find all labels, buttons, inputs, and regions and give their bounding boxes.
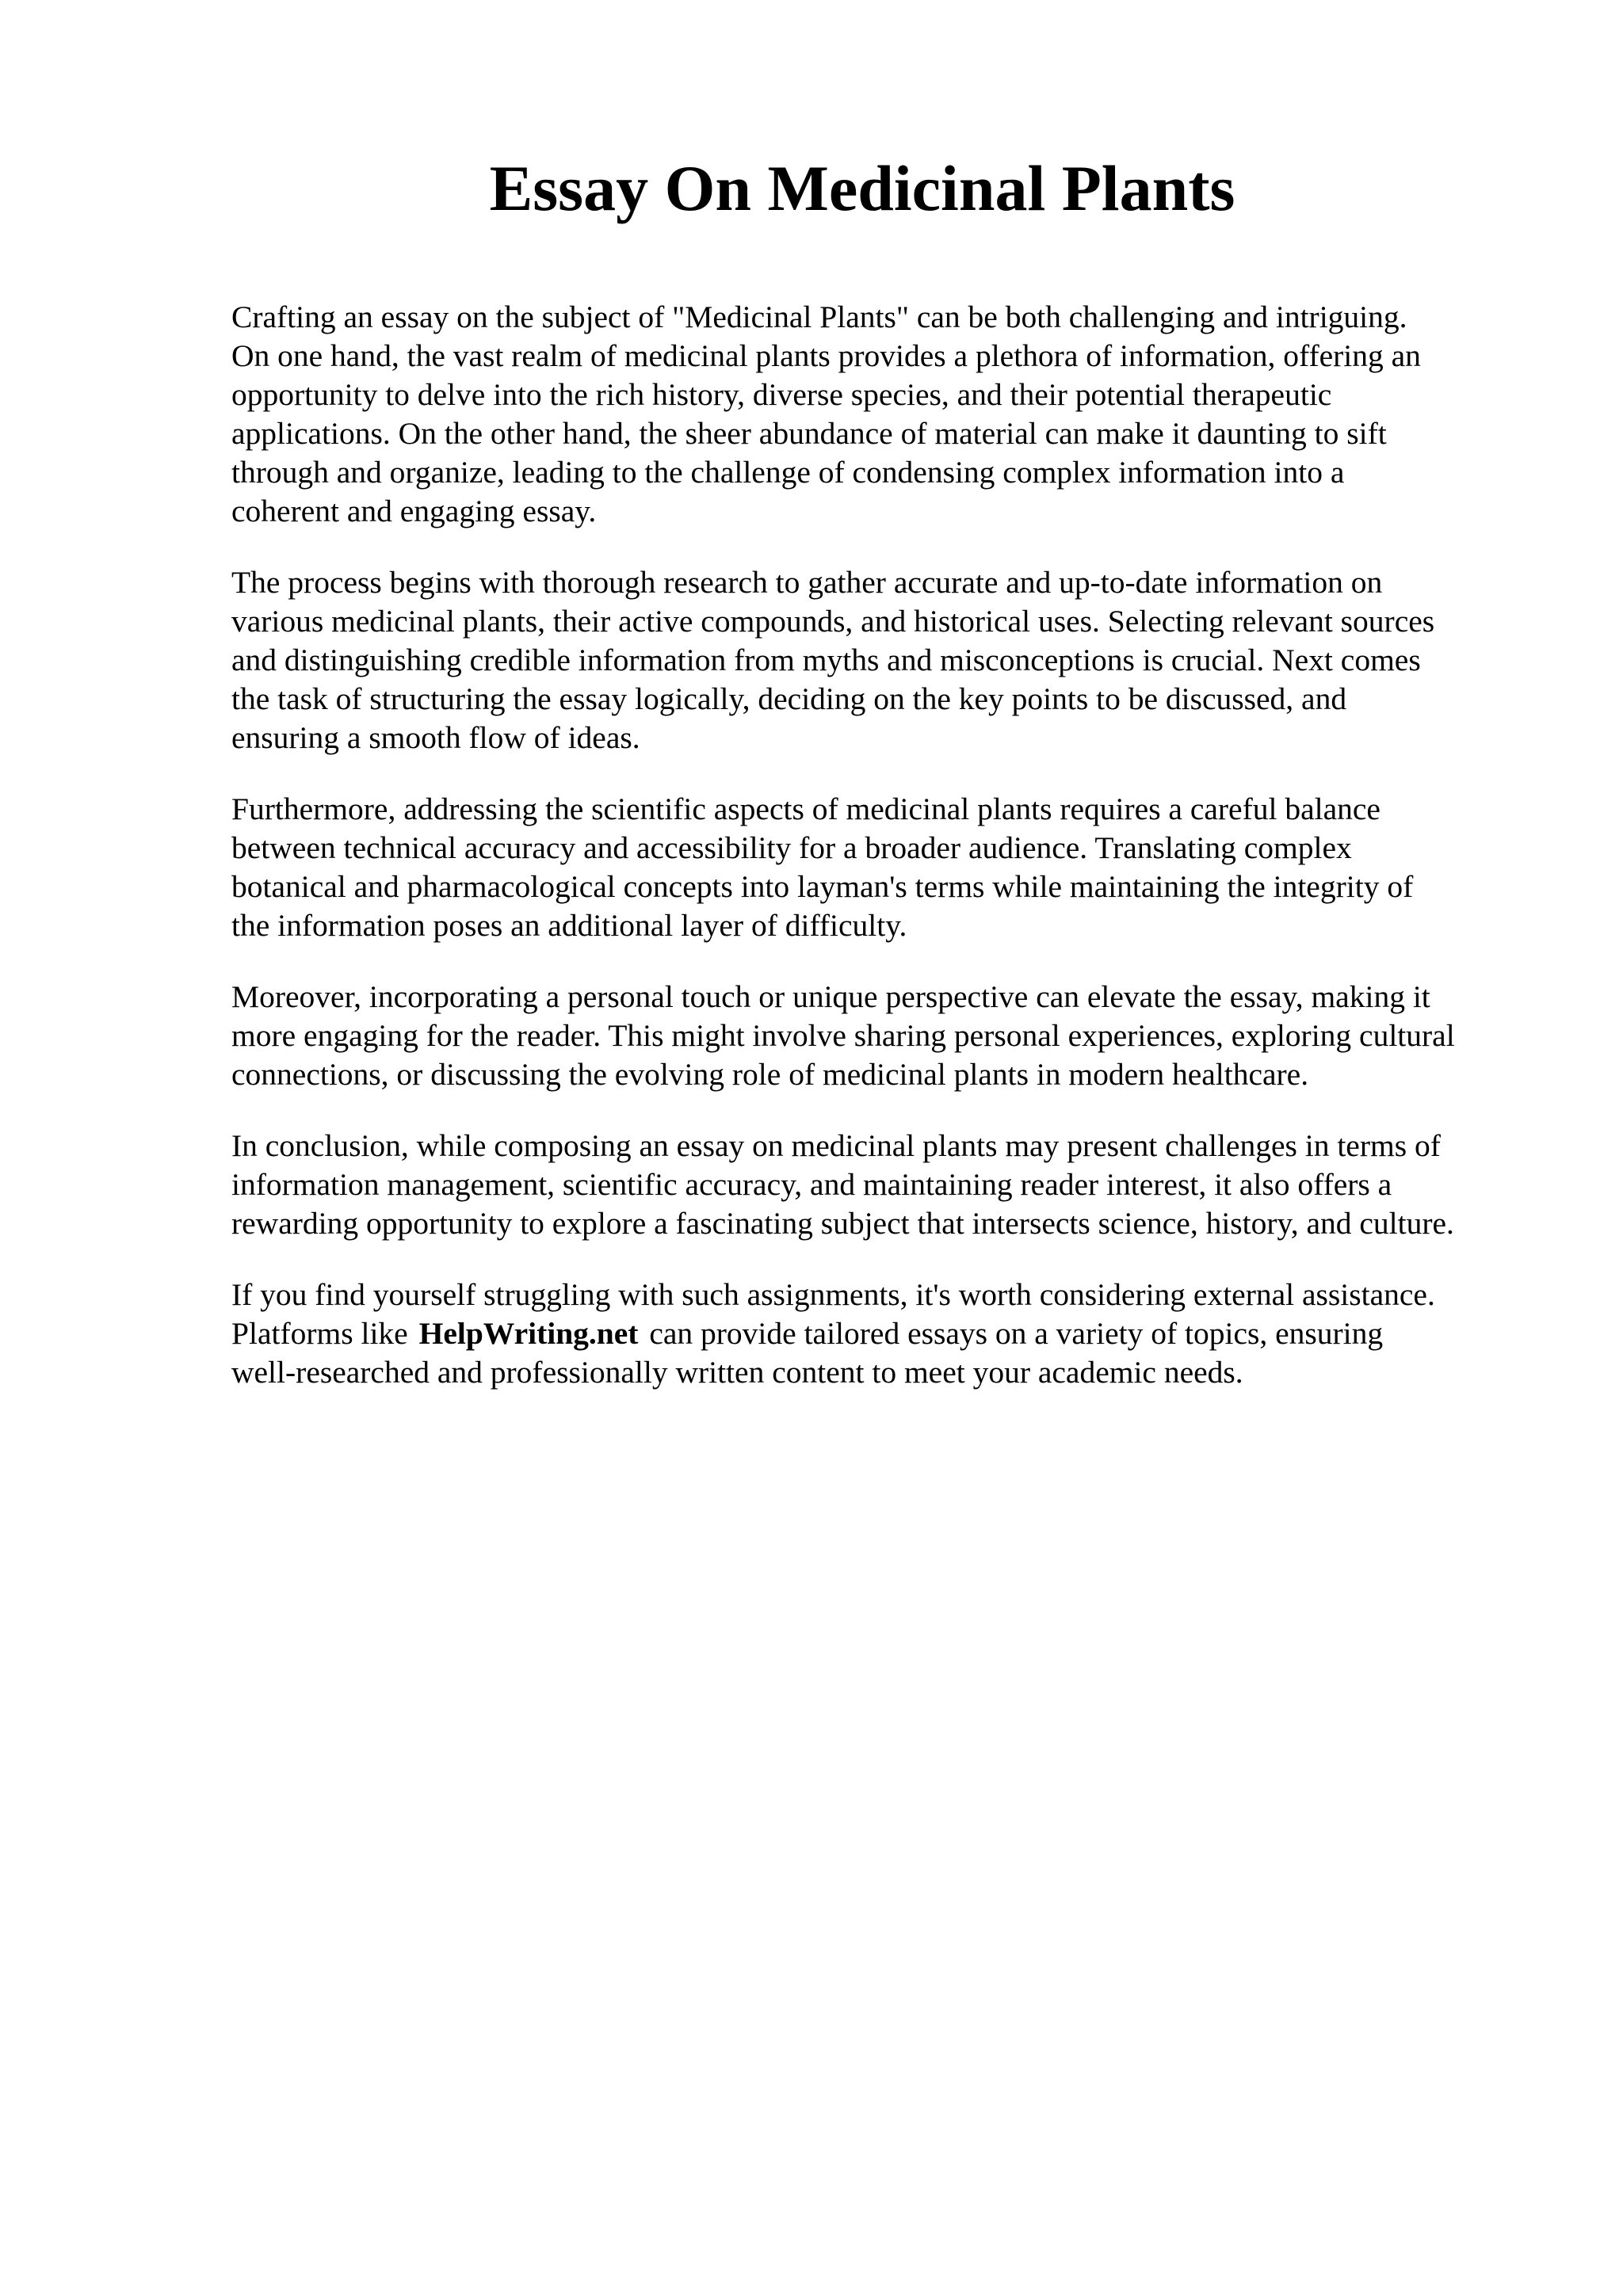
text-line: the information poses an additional layer of difficulty. [231, 908, 907, 943]
text-line: The process begins with thorough research to gather accurate and up-to-date information on [231, 565, 1383, 600]
paragraph-6 [231, 1276, 1547, 1392]
text-line: ensuring a smooth flow of ideas. [231, 720, 640, 755]
text-line: applications. On the other hand, the sheer abundance of material can make it daunting to sift [231, 416, 1387, 451]
paragraph-4 [231, 978, 1547, 1094]
paragraph-3 [231, 790, 1547, 945]
text-line: Crafting an essay on the subject of "Medicinal Plants" can be both challenging and intriguing. [231, 299, 1407, 334]
text-line: well-researched and professionally written content to meet your academic needs. [231, 1355, 1243, 1390]
text-line: coherent and engaging essay. [231, 494, 597, 528]
text-line: botanical and pharmacological concepts into layman's terms while maintaining the integrity of [231, 869, 1414, 904]
text-segment: Platforms like [231, 1316, 408, 1351]
text-line: opportunity to delve into the rich history, diverse species, and their potential therapeutic [231, 377, 1332, 412]
text-line: In conclusion, while composing an essay on medicinal plants may present challenges in terms of [231, 1128, 1441, 1163]
paragraph-2 [231, 563, 1547, 757]
text-line: Furthermore, addressing the scientific aspects of medicinal plants requires a careful balance [231, 791, 1381, 826]
text-line: connections, or discussing the evolving role of medicinal plants in modern healthcare. [231, 1057, 1309, 1092]
text-line: On one hand, the vast realm of medicinal plants provides a plethora of information, offering an [231, 338, 1421, 373]
text-line: and distinguishing credible information from myths and misconceptions is crucial. Next comes [231, 643, 1421, 677]
text-line: information management, scientific accuracy, and maintaining reader interest, it also offers a [231, 1167, 1392, 1202]
text-line: the task of structuring the essay logically, deciding on the key points to be discussed, and [231, 681, 1347, 716]
text-line: If you find yourself struggling with such assignments, it's worth considering external assistance. [231, 1277, 1435, 1312]
paragraph-1 [231, 298, 1547, 531]
paragraph-5 [231, 1127, 1547, 1243]
brand-link[interactable]: HelpWriting.net [418, 1316, 639, 1351]
document-title: Essay On Medicinal Plants [489, 152, 1235, 224]
text-line: various medicinal plants, their active compounds, and historical uses. Selecting relevant sources [231, 604, 1435, 639]
text-line: Moreover, incorporating a personal touch or unique perspective can elevate the essay, making it [231, 979, 1430, 1014]
text-line: between technical accuracy and accessibility for a broader audience. Translating complex [231, 830, 1352, 865]
text-line-with-brand [231, 1314, 1547, 1353]
text-line: through and organize, leading to the challenge of condensing complex information into a [231, 455, 1345, 490]
text-segment: can provide tailored essays on a variety of topics, ensuring [649, 1316, 1384, 1351]
text-line: more engaging for the reader. This might involve sharing personal experiences, exploring cultural [231, 1018, 1455, 1053]
essay-body [231, 298, 1547, 1425]
text-line: rewarding opportunity to explore a fascinating subject that intersects science, history, and culture. [231, 1206, 1454, 1241]
